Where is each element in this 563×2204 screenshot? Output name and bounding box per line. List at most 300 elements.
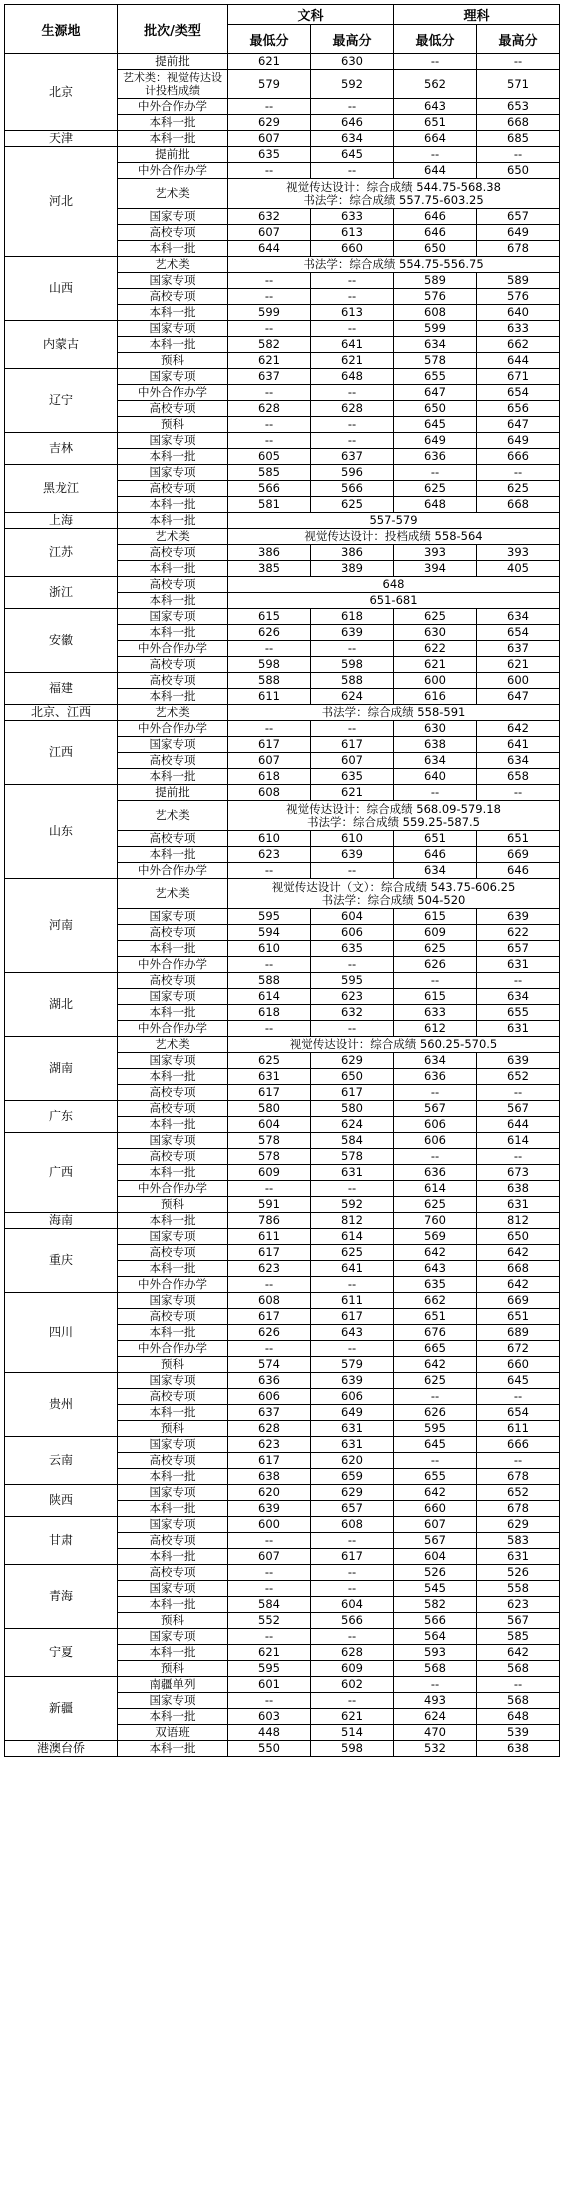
- score-cell-science-max: 669: [477, 847, 560, 863]
- score-cell-science-max: 648: [477, 1709, 560, 1725]
- score-cell-arts-min: --: [228, 721, 311, 737]
- score-cell-science-min: 645: [394, 1437, 477, 1453]
- batch-cell: 高校专项: [118, 1565, 228, 1581]
- score-cell-science-max: 672: [477, 1341, 560, 1357]
- score-cell-science-min: 606: [394, 1133, 477, 1149]
- score-cell-science-max: 657: [477, 209, 560, 225]
- province-cell: 甘肃: [5, 1517, 118, 1565]
- batch-cell: 本科一批: [118, 1405, 228, 1421]
- score-cell-science-min: 615: [394, 989, 477, 1005]
- score-cell-arts-min: 591: [228, 1197, 311, 1213]
- score-cell-arts-min: 581: [228, 497, 311, 513]
- score-cell-science-max: 678: [477, 241, 560, 257]
- score-cell-arts-max: --: [311, 433, 394, 449]
- score-cell-science-min: 564: [394, 1629, 477, 1645]
- score-cell-science-max: 678: [477, 1469, 560, 1485]
- score-cell-science-min: 599: [394, 321, 477, 337]
- province-cell: 北京: [5, 54, 118, 131]
- merged-score-cell: [228, 179, 560, 209]
- score-cell-arts-min: 623: [228, 1261, 311, 1277]
- table-row: [5, 433, 560, 449]
- score-cell-science-max: 666: [477, 1437, 560, 1453]
- table-row: [5, 1437, 560, 1453]
- province-cell: 港澳台侨: [5, 1741, 118, 1757]
- batch-cell: 艺术类: [118, 801, 228, 831]
- score-cell-arts-max: 634: [311, 131, 394, 147]
- score-cell-science-min: 625: [394, 1373, 477, 1389]
- score-cell-arts-min: 631: [228, 1069, 311, 1085]
- province-cell: 云南: [5, 1437, 118, 1485]
- score-cell-science-max: 611: [477, 1421, 560, 1437]
- header-science-max: 最高分: [477, 25, 560, 54]
- score-cell-arts-max: 635: [311, 941, 394, 957]
- score-cell-arts-min: 598: [228, 657, 311, 673]
- score-cell-arts-max: 617: [311, 737, 394, 753]
- province-cell: 安徽: [5, 609, 118, 673]
- batch-cell: 本科一批: [118, 449, 228, 465]
- batch-cell: 中外合作办学: [118, 163, 228, 179]
- province-cell: 青海: [5, 1565, 118, 1629]
- score-cell-arts-max: --: [311, 385, 394, 401]
- score-cell-science-max: 589: [477, 273, 560, 289]
- score-cell-arts-max: 606: [311, 925, 394, 941]
- batch-cell: 国家专项: [118, 1693, 228, 1709]
- score-cell-science-min: 569: [394, 1229, 477, 1245]
- score-cell-arts-min: 595: [228, 1661, 311, 1677]
- score-cell-arts-min: --: [228, 99, 311, 115]
- province-cell: 天津: [5, 131, 118, 147]
- batch-cell: 国家专项: [118, 1437, 228, 1453]
- merged-score-cell: 视觉传达设计：综合成绩 560.25-570.5: [228, 1037, 560, 1053]
- batch-cell: 国家专项: [118, 1053, 228, 1069]
- score-cell-science-min: 615: [394, 909, 477, 925]
- batch-cell: 本科一批: [118, 689, 228, 705]
- table-row: [5, 673, 560, 689]
- province-cell: 吉林: [5, 433, 118, 465]
- table-row: [5, 1133, 560, 1149]
- batch-cell: 高校专项: [118, 973, 228, 989]
- score-cell-arts-min: 638: [228, 1469, 311, 1485]
- score-cell-science-max: 614: [477, 1133, 560, 1149]
- score-cell-science-min: 609: [394, 925, 477, 941]
- score-cell-science-max: 652: [477, 1069, 560, 1085]
- score-cell-arts-max: 639: [311, 1373, 394, 1389]
- score-cell-arts-min: 617: [228, 737, 311, 753]
- table-row: [5, 257, 560, 273]
- score-cell-science-min: 626: [394, 957, 477, 973]
- score-cell-arts-max: 639: [311, 847, 394, 863]
- score-cell-arts-min: 617: [228, 1309, 311, 1325]
- score-cell-arts-min: --: [228, 163, 311, 179]
- score-cell-arts-max: 646: [311, 115, 394, 131]
- score-cell-arts-max: 598: [311, 1741, 394, 1757]
- score-cell-arts-min: --: [228, 273, 311, 289]
- batch-cell: 中外合作办学: [118, 1341, 228, 1357]
- score-cell-science-max: 623: [477, 1597, 560, 1613]
- score-cell-arts-min: 610: [228, 831, 311, 847]
- score-cell-science-min: 634: [394, 1053, 477, 1069]
- batch-cell: 预科: [118, 1421, 228, 1437]
- score-cell-arts-min: --: [228, 1581, 311, 1597]
- score-cell-arts-max: 579: [311, 1357, 394, 1373]
- score-cell-arts-min: 621: [228, 54, 311, 70]
- score-cell-arts-max: 617: [311, 1085, 394, 1101]
- score-cell-science-min: 648: [394, 497, 477, 513]
- table-row: [5, 973, 560, 989]
- score-cell-arts-max: 598: [311, 657, 394, 673]
- score-cell-science-max: 539: [477, 1725, 560, 1741]
- score-cell-science-max: 653: [477, 99, 560, 115]
- score-cell-science-max: 671: [477, 369, 560, 385]
- province-cell: 江西: [5, 721, 118, 785]
- batch-cell: 高校专项: [118, 1149, 228, 1165]
- score-cell-science-min: 568: [394, 1661, 477, 1677]
- score-cell-arts-max: 584: [311, 1133, 394, 1149]
- table-row: [5, 609, 560, 625]
- batch-cell: 国家专项: [118, 1581, 228, 1597]
- score-cell-science-min: --: [394, 147, 477, 163]
- score-cell-science-max: 673: [477, 1165, 560, 1181]
- score-cell-arts-min: 617: [228, 1453, 311, 1469]
- score-cell-science-max: 638: [477, 1181, 560, 1197]
- province-cell: 北京、江西: [5, 705, 118, 721]
- score-cell-science-min: --: [394, 1085, 477, 1101]
- table-row: [5, 577, 560, 593]
- batch-cell: 本科一批: [118, 769, 228, 785]
- merged-score-cell: 557-579: [228, 513, 560, 529]
- score-cell-arts-max: --: [311, 1181, 394, 1197]
- batch-cell: 预科: [118, 1197, 228, 1213]
- score-cell-science-min: --: [394, 1389, 477, 1405]
- score-cell-science-min: 647: [394, 385, 477, 401]
- score-cell-science-max: 657: [477, 941, 560, 957]
- batch-cell: 高校专项: [118, 225, 228, 241]
- batch-cell: 双语班: [118, 1725, 228, 1741]
- table-row: [5, 369, 560, 385]
- batch-cell: 高校专项: [118, 481, 228, 497]
- batch-cell: 国家专项: [118, 273, 228, 289]
- batch-cell: 高校专项: [118, 545, 228, 561]
- score-cell-science-min: 642: [394, 1485, 477, 1501]
- score-cell-science-max: 669: [477, 1293, 560, 1309]
- score-cell-arts-max: --: [311, 1341, 394, 1357]
- score-cell-science-max: --: [477, 1085, 560, 1101]
- score-cell-science-max: 634: [477, 609, 560, 625]
- score-cell-science-max: 625: [477, 481, 560, 497]
- batch-cell: 本科一批: [118, 625, 228, 641]
- score-cell-science-min: 532: [394, 1741, 477, 1757]
- score-cell-arts-max: 660: [311, 241, 394, 257]
- score-cell-science-max: 660: [477, 1357, 560, 1373]
- batch-cell: 本科一批: [118, 1117, 228, 1133]
- header-science-min: 最低分: [394, 25, 477, 54]
- score-cell-arts-min: --: [228, 863, 311, 879]
- score-cell-science-min: 616: [394, 689, 477, 705]
- score-line: 书法学：综合成绩 559.25-587.5: [307, 814, 480, 829]
- score-cell-arts-min: 617: [228, 1245, 311, 1261]
- batch-cell: 南疆单列: [118, 1677, 228, 1693]
- score-cell-arts-min: 608: [228, 785, 311, 801]
- score-line: 视觉传达设计：综合成绩 544.75-568.38: [286, 179, 501, 194]
- score-cell-arts-max: 641: [311, 337, 394, 353]
- score-cell-science-min: 642: [394, 1357, 477, 1373]
- score-cell-science-min: 633: [394, 1005, 477, 1021]
- score-cell-science-min: 576: [394, 289, 477, 305]
- score-cell-science-max: 638: [477, 1741, 560, 1757]
- score-cell-science-min: --: [394, 465, 477, 481]
- province-cell: 山东: [5, 785, 118, 879]
- score-cell-arts-max: 602: [311, 1677, 394, 1693]
- score-cell-arts-max: 620: [311, 1453, 394, 1469]
- score-cell-arts-min: 637: [228, 369, 311, 385]
- score-cell-science-min: 635: [394, 1277, 477, 1293]
- score-cell-science-min: 393: [394, 545, 477, 561]
- score-cell-arts-max: 631: [311, 1165, 394, 1181]
- score-cell-arts-min: 582: [228, 337, 311, 353]
- score-cell-science-min: --: [394, 1453, 477, 1469]
- province-cell: 辽宁: [5, 369, 118, 433]
- batch-cell: 本科一批: [118, 1005, 228, 1021]
- score-cell-arts-max: 631: [311, 1421, 394, 1437]
- batch-cell: 高校专项: [118, 1309, 228, 1325]
- merged-score-cell: 书法学：综合成绩 558-591: [228, 705, 560, 721]
- score-cell-arts-min: 588: [228, 973, 311, 989]
- score-cell-science-min: 622: [394, 641, 477, 657]
- score-cell-science-min: 651: [394, 831, 477, 847]
- score-cell-arts-min: 607: [228, 1549, 311, 1565]
- score-cell-arts-min: 626: [228, 1325, 311, 1341]
- score-cell-arts-min: 605: [228, 449, 311, 465]
- province-cell: 黑龙江: [5, 465, 118, 513]
- score-cell-science-min: 593: [394, 1645, 477, 1661]
- score-cell-arts-min: 600: [228, 1517, 311, 1533]
- table-row: [5, 1485, 560, 1501]
- score-cell-science-max: 583: [477, 1533, 560, 1549]
- score-cell-science-max: 600: [477, 673, 560, 689]
- score-cell-science-min: --: [394, 1677, 477, 1693]
- score-cell-arts-max: 649: [311, 1405, 394, 1421]
- score-cell-science-min: 644: [394, 163, 477, 179]
- score-cell-science-min: 650: [394, 401, 477, 417]
- score-cell-arts-max: --: [311, 721, 394, 737]
- score-cell-science-min: 578: [394, 353, 477, 369]
- batch-cell: 高校专项: [118, 1101, 228, 1117]
- score-cell-science-min: 645: [394, 417, 477, 433]
- score-cell-science-min: 621: [394, 657, 477, 673]
- score-cell-arts-min: 623: [228, 847, 311, 863]
- batch-cell: 国家专项: [118, 609, 228, 625]
- score-cell-arts-min: 618: [228, 1005, 311, 1021]
- batch-cell: 高校专项: [118, 657, 228, 673]
- batch-cell: 本科一批: [118, 115, 228, 131]
- score-cell-science-max: 576: [477, 289, 560, 305]
- batch-cell: 高校专项: [118, 831, 228, 847]
- score-cell-science-max: 641: [477, 737, 560, 753]
- score-cell-science-min: 608: [394, 305, 477, 321]
- score-cell-arts-max: 812: [311, 1213, 394, 1229]
- score-cell-science-min: 646: [394, 225, 477, 241]
- score-cell-arts-max: 637: [311, 449, 394, 465]
- batch-cell: 艺术类: [118, 705, 228, 721]
- score-cell-arts-max: 645: [311, 147, 394, 163]
- score-cell-science-min: 526: [394, 1565, 477, 1581]
- score-cell-science-min: 665: [394, 1341, 477, 1357]
- batch-cell: 本科一批: [118, 1741, 228, 1757]
- score-cell-arts-max: 648: [311, 369, 394, 385]
- score-cell-arts-max: 592: [311, 70, 394, 99]
- score-cell-science-min: 595: [394, 1421, 477, 1437]
- province-cell: 上海: [5, 513, 118, 529]
- score-cell-science-min: --: [394, 785, 477, 801]
- score-cell-arts-max: 604: [311, 1597, 394, 1613]
- score-cell-arts-min: 584: [228, 1597, 311, 1613]
- score-cell-arts-max: 389: [311, 561, 394, 577]
- score-cell-arts-max: 578: [311, 1149, 394, 1165]
- province-cell: 山西: [5, 257, 118, 321]
- score-cell-arts-max: 613: [311, 225, 394, 241]
- table-row: [5, 1213, 560, 1229]
- score-cell-science-max: 666: [477, 449, 560, 465]
- score-cell-science-min: 582: [394, 1597, 477, 1613]
- score-cell-arts-max: 632: [311, 1005, 394, 1021]
- score-cell-science-min: 625: [394, 609, 477, 625]
- batch-cell: 中外合作办学: [118, 1021, 228, 1037]
- province-cell: 海南: [5, 1213, 118, 1229]
- table-row: [5, 529, 560, 545]
- score-cell-science-min: 655: [394, 369, 477, 385]
- score-cell-science-max: 654: [477, 1405, 560, 1421]
- score-cell-arts-min: 610: [228, 941, 311, 957]
- score-cell-science-max: 631: [477, 957, 560, 973]
- score-cell-arts-max: --: [311, 1693, 394, 1709]
- score-cell-arts-max: 621: [311, 785, 394, 801]
- score-cell-arts-max: 609: [311, 1661, 394, 1677]
- batch-cell: 预科: [118, 417, 228, 433]
- score-cell-arts-max: 659: [311, 1469, 394, 1485]
- score-cell-science-min: 636: [394, 1165, 477, 1181]
- province-cell: 浙江: [5, 577, 118, 609]
- province-cell: 陕西: [5, 1485, 118, 1517]
- table-row: [5, 1293, 560, 1309]
- score-cell-arts-max: 641: [311, 1261, 394, 1277]
- batch-cell: 中外合作办学: [118, 957, 228, 973]
- score-cell-arts-min: --: [228, 1533, 311, 1549]
- batch-cell: 本科一批: [118, 1645, 228, 1661]
- score-cell-science-min: 651: [394, 1309, 477, 1325]
- score-cell-arts-min: --: [228, 1181, 311, 1197]
- table-row: [5, 705, 560, 721]
- province-cell: 宁夏: [5, 1629, 118, 1677]
- score-cell-science-max: 639: [477, 909, 560, 925]
- batch-cell: 本科一批: [118, 131, 228, 147]
- score-cell-science-min: 614: [394, 1181, 477, 1197]
- table-row: [5, 1629, 560, 1645]
- score-cell-science-max: --: [477, 1677, 560, 1693]
- score-cell-science-max: 647: [477, 417, 560, 433]
- score-cell-science-max: 678: [477, 1501, 560, 1517]
- province-cell: 广东: [5, 1101, 118, 1133]
- score-cell-science-min: 643: [394, 99, 477, 115]
- score-cell-science-min: 625: [394, 1197, 477, 1213]
- score-cell-arts-max: 631: [311, 1437, 394, 1453]
- batch-cell: 提前批: [118, 785, 228, 801]
- score-cell-arts-max: --: [311, 1021, 394, 1037]
- score-cell-science-max: 668: [477, 115, 560, 131]
- batch-cell: 高校专项: [118, 753, 228, 769]
- score-cell-science-max: 649: [477, 433, 560, 449]
- score-cell-science-min: 634: [394, 337, 477, 353]
- score-cell-science-min: 643: [394, 1261, 477, 1277]
- score-cell-arts-max: 650: [311, 1069, 394, 1085]
- score-cell-arts-min: 626: [228, 625, 311, 641]
- header-province: 生源地: [5, 5, 118, 54]
- score-cell-arts-min: 552: [228, 1613, 311, 1629]
- score-cell-science-min: 640: [394, 769, 477, 785]
- score-cell-science-max: 631: [477, 1021, 560, 1037]
- score-cell-science-min: 612: [394, 1021, 477, 1037]
- score-cell-arts-min: 607: [228, 753, 311, 769]
- score-cell-arts-max: 617: [311, 1309, 394, 1325]
- batch-cell: 高校专项: [118, 925, 228, 941]
- score-cell-arts-min: 578: [228, 1133, 311, 1149]
- score-cell-arts-min: 623: [228, 1437, 311, 1453]
- score-cell-science-min: 634: [394, 753, 477, 769]
- score-cell-science-max: 644: [477, 1117, 560, 1133]
- score-cell-arts-min: 637: [228, 1405, 311, 1421]
- batch-cell: 高校专项: [118, 673, 228, 689]
- score-cell-arts-max: --: [311, 863, 394, 879]
- score-cell-science-min: 630: [394, 625, 477, 641]
- score-cell-science-max: 650: [477, 163, 560, 179]
- score-cell-science-max: --: [477, 973, 560, 989]
- table-row: [5, 513, 560, 529]
- score-cell-arts-max: --: [311, 1629, 394, 1645]
- batch-cell: 提前批: [118, 147, 228, 163]
- batch-cell: 本科一批: [118, 1709, 228, 1725]
- merged-score-cell: 648: [228, 577, 560, 593]
- score-cell-science-min: 625: [394, 481, 477, 497]
- batch-cell: 国家专项: [118, 321, 228, 337]
- province-cell: 四川: [5, 1293, 118, 1373]
- score-cell-science-max: --: [477, 465, 560, 481]
- score-cell-arts-min: --: [228, 1565, 311, 1581]
- batch-cell: 艺术类：视觉传达设计投档成绩: [118, 70, 228, 99]
- score-cell-arts-min: 639: [228, 1501, 311, 1517]
- score-cell-arts-max: 635: [311, 769, 394, 785]
- score-cell-arts-max: 625: [311, 497, 394, 513]
- score-cell-arts-max: --: [311, 99, 394, 115]
- batch-cell: 高校专项: [118, 577, 228, 593]
- score-cell-science-max: 634: [477, 753, 560, 769]
- batch-cell: 国家专项: [118, 465, 228, 481]
- batch-cell: 艺术类: [118, 179, 228, 209]
- batch-cell: 本科一批: [118, 1469, 228, 1485]
- score-cell-science-min: 649: [394, 433, 477, 449]
- score-cell-science-min: 567: [394, 1533, 477, 1549]
- batch-cell: 本科一批: [118, 1165, 228, 1181]
- score-cell-arts-max: 614: [311, 1229, 394, 1245]
- score-cell-arts-min: --: [228, 321, 311, 337]
- score-cell-arts-max: --: [311, 957, 394, 973]
- table-row: [5, 131, 560, 147]
- score-cell-arts-min: 635: [228, 147, 311, 163]
- score-cell-science-min: 470: [394, 1725, 477, 1741]
- score-cell-science-max: 654: [477, 625, 560, 641]
- batch-cell: 本科一批: [118, 1213, 228, 1229]
- batch-cell: 中外合作办学: [118, 1277, 228, 1293]
- score-cell-arts-min: 578: [228, 1149, 311, 1165]
- score-cell-arts-min: 614: [228, 989, 311, 1005]
